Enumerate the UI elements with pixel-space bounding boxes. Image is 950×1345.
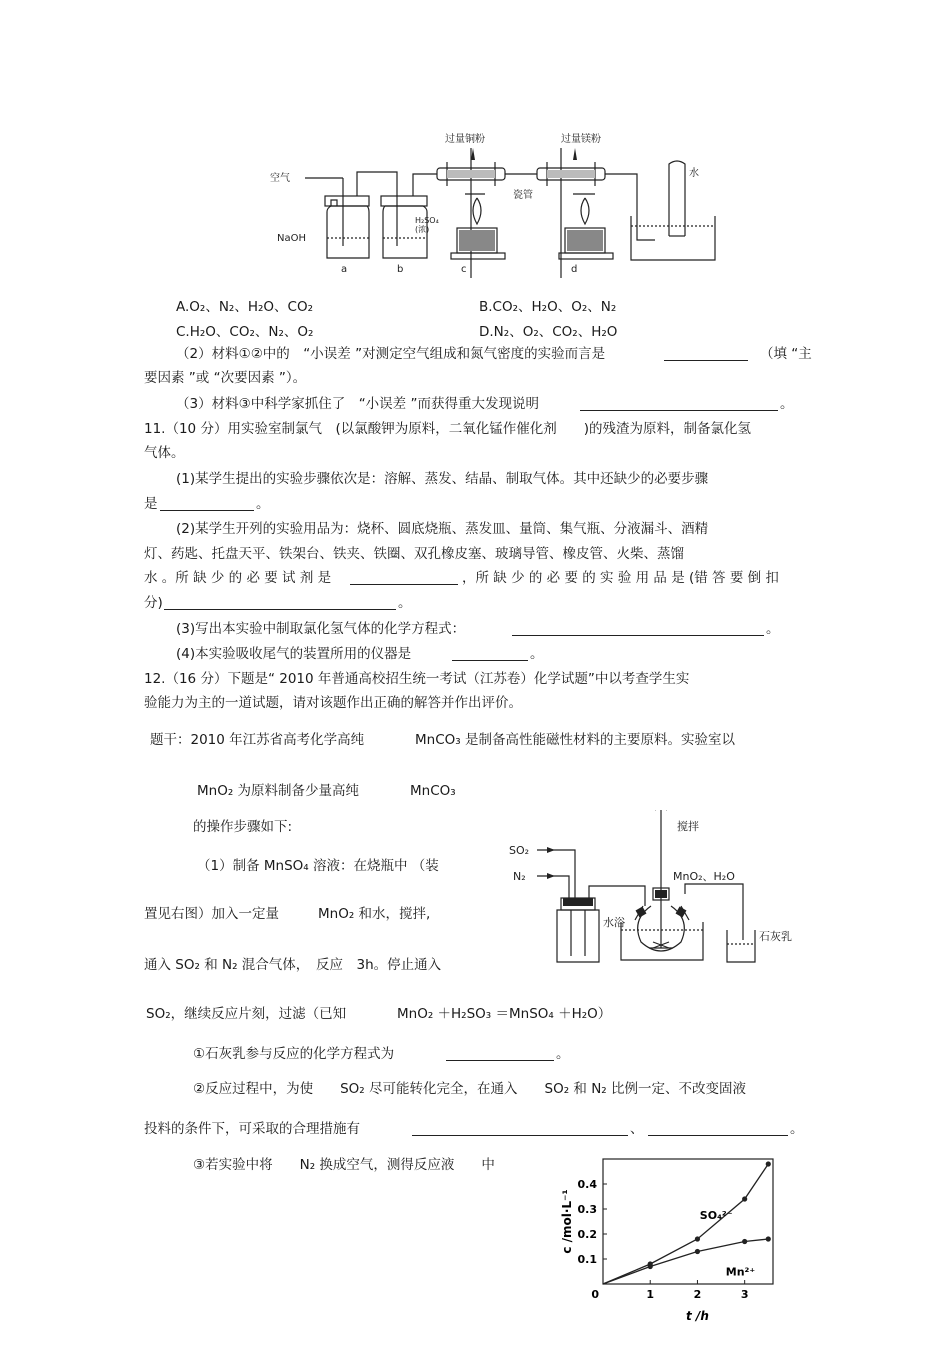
q11-step-4: (4)本实验吸收尾气的装置所用的仪器是 — [176, 646, 412, 662]
q11-step-2-line-3b: ，所 缺 少 的 必 要 的 实 验 用 品 是 (错 答 要 倒 扣 — [462, 570, 779, 586]
stem-line-7a: SO₂，继续反应片刻，过滤（已知 — [146, 1006, 347, 1022]
y-tick-label: 0.4 — [577, 1178, 597, 1191]
subq-3: ③若实验中将 N₂ 换成空气，测得反应液 中 — [193, 1157, 495, 1173]
q11-step-2-end: 。 — [398, 595, 412, 611]
stem-line-4: （1）制备 MnSO₄ 溶液：在烧瓶中 （装 — [197, 858, 439, 874]
x-tick-label: 2 — [693, 1288, 702, 1301]
option-c: C.H₂O、CO₂、N₂、O₂ — [176, 324, 314, 340]
answer-blank-measure-2[interactable] — [648, 1121, 788, 1136]
stem-line-1b: MnCO₃ 是制备高性能磁性材料的主要原料。实验室以 — [415, 732, 735, 748]
question-11-line-2: 气体。 — [144, 445, 185, 461]
answer-blank-step-1[interactable] — [160, 496, 254, 511]
q11-step-2-line-2: 灯、药匙、托盘天平、铁架台、铁夹、铁圈、双孔橡皮塞、玻璃导管、橡皮管、火柴、蒸馏 — [144, 546, 684, 562]
subq-2-end: 。 — [790, 1121, 804, 1137]
series-label: Mn²⁺ — [725, 1265, 756, 1279]
question-2-line-1 — [176, 345, 605, 363]
series-label: SO₄²⁻ — [699, 1209, 733, 1222]
data-point — [742, 1239, 747, 1244]
stem-line-5a: 置见右图）加入一定量 — [144, 906, 279, 922]
q11-step-3: (3)写出本实验中制取氯化氢气体的化学方程式： — [176, 621, 466, 637]
question-12-line-2: 验能力为主的一道试题，请对该题作出正确的解答并作出评价。 — [144, 695, 522, 711]
water-label: 水 — [689, 168, 699, 179]
stem-line-2a: MnO₂ 为原料制备少量高纯 — [197, 783, 360, 799]
answer-blank-equipment[interactable] — [164, 595, 396, 610]
conc-label: (浓) — [415, 225, 430, 234]
subq-2-line-2: 投料的条件下，可采取的合理措施有 — [144, 1121, 360, 1137]
option-a: A.O₂、N₂、H₂O、CO₂ — [176, 299, 313, 315]
porcelain-tube-label: 瓷管 — [513, 190, 533, 201]
stem-line-2b: MnCO₃ — [410, 783, 456, 799]
question-12-line-1: 12.（16 分）下题是“ 2010 年普通高校招生统一考试（江苏卷）化学试题”中以考查学生实 — [144, 671, 690, 687]
q11-step-1: (1)某学生提出的实验步骤依次是：溶解、蒸发、结晶、制取气体。其中还缺少的必要步骤 — [176, 471, 709, 487]
apparatus-figure-2 — [505, 810, 815, 970]
q11-step-3-end: 。 — [766, 621, 780, 637]
subq-2-line-1: ②反应过程中，为使 SO₂ 尽可能转化完全，在通入 SO₂ 和 N₂ 比例一定、不改变固液 — [193, 1081, 746, 1097]
subq-1-end: 。 — [556, 1046, 570, 1062]
data-point — [766, 1161, 771, 1166]
option-b: B.CO₂、H₂O、O₂、N₂ — [479, 299, 617, 315]
mno2-label: MnO₂、H₂O — [673, 870, 735, 883]
q11-step-2-line-1: (2)某学生开列的实验用品为：烧杯、圆底烧瓶、蒸发皿、量筒、集气瓶、分液漏斗、酒精 — [176, 521, 709, 537]
answer-blank-apparatus[interactable] — [452, 646, 528, 661]
data-point — [695, 1249, 700, 1254]
copper-label: 过量铜粉 — [445, 134, 485, 145]
data-point — [695, 1236, 700, 1241]
n2-inlet-label: N₂ — [513, 870, 526, 883]
origin-label: 0 — [591, 1288, 599, 1301]
answer-blank-q3[interactable] — [580, 396, 778, 411]
stem-line-3: 的操作步骤如下: — [193, 819, 293, 835]
air-label: 空气 — [270, 173, 290, 184]
x-tick-label: 3 — [740, 1288, 749, 1301]
data-point — [742, 1196, 747, 1201]
q11-step-4-end: 。 — [530, 646, 544, 662]
magnesium-label: 过量镁粉 — [561, 134, 601, 145]
stem-line-5b: MnO₂ 和水，搅拌, — [318, 906, 431, 922]
y-tick-label: 0.2 — [577, 1228, 597, 1241]
stir-label: 搅拌 — [677, 820, 699, 833]
answer-blank-lime[interactable] — [446, 1046, 554, 1061]
label-c: c — [461, 264, 467, 275]
question-3-text: （3）材料③中科学家抓住了 “小误差 ”而获得重大发现说明 — [176, 396, 539, 412]
question-3-end: 。 — [780, 396, 794, 412]
y-tick-label: 0.1 — [577, 1253, 597, 1266]
water-bath-label: 水浴 — [603, 916, 625, 929]
label-d: d — [571, 264, 578, 275]
question-2-text: （2）材料①②中的 “小误差 ”对测定空气组成和氮气密度的实验而言是 — [176, 346, 606, 362]
stem-line-7b: MnO₂ ＋H₂SO₃ ＝MnSO₄ ＋H₂O） — [397, 1006, 612, 1022]
q11-step-2-line-4: 分) — [144, 595, 163, 611]
x-axis-label: t /h — [686, 1309, 709, 1323]
concentration-chart — [555, 1150, 795, 1340]
subq-1: ①石灰乳参与反应的化学方程式为 — [193, 1046, 395, 1062]
lime-water-label: 石灰乳 — [759, 930, 792, 943]
q11-step-2-line-3a: 水 。所 缺 少 的 必 要 试 剂 是 — [144, 570, 332, 586]
x-tick-label: 1 — [646, 1288, 655, 1301]
question-2-line-2: 要因素 ”或 “次要因素 ”）。 — [144, 370, 307, 386]
option-d: D.N₂、O₂、CO₂、H₂O — [479, 324, 618, 340]
so2-inlet-label: SO₂ — [509, 844, 530, 857]
y-tick-label: 0.3 — [577, 1203, 597, 1216]
subq-2-sep: 、 — [630, 1121, 644, 1137]
question-2-hint: （填 “主 — [760, 346, 812, 362]
question-11-line-1: 11.（10 分）用实验室制氯气 (以氯酸钾为原料，二氧化锰作催化剂 )的残渣为原料，制备氯化氢 — [144, 421, 751, 437]
y-axis-label: c /mol·L⁻¹ — [560, 1189, 574, 1254]
label-a: a — [341, 264, 348, 275]
answer-blank-equation[interactable] — [512, 621, 764, 636]
data-point — [648, 1264, 653, 1269]
stem-line-6: 通入 SO₂ 和 N₂ 混合气体， 反应 3h。停止通入 — [144, 957, 442, 973]
h2so4-label: H₂SO₄ — [415, 216, 439, 225]
stem-line-1a: 题干：2010 年江苏省高考化学高纯 — [150, 732, 365, 748]
q11-step-1-b: 是 — [144, 496, 158, 512]
answer-blank-measure-1[interactable] — [412, 1121, 628, 1136]
label-b: b — [397, 264, 404, 275]
apparatus-figure-1 — [265, 128, 725, 278]
answer-blank-q2[interactable] — [664, 346, 748, 361]
q11-step-1-end: 。 — [256, 496, 270, 512]
answer-blank-reagent[interactable] — [350, 570, 458, 585]
data-point — [766, 1236, 771, 1241]
naoh-label: NaOH — [277, 233, 306, 244]
